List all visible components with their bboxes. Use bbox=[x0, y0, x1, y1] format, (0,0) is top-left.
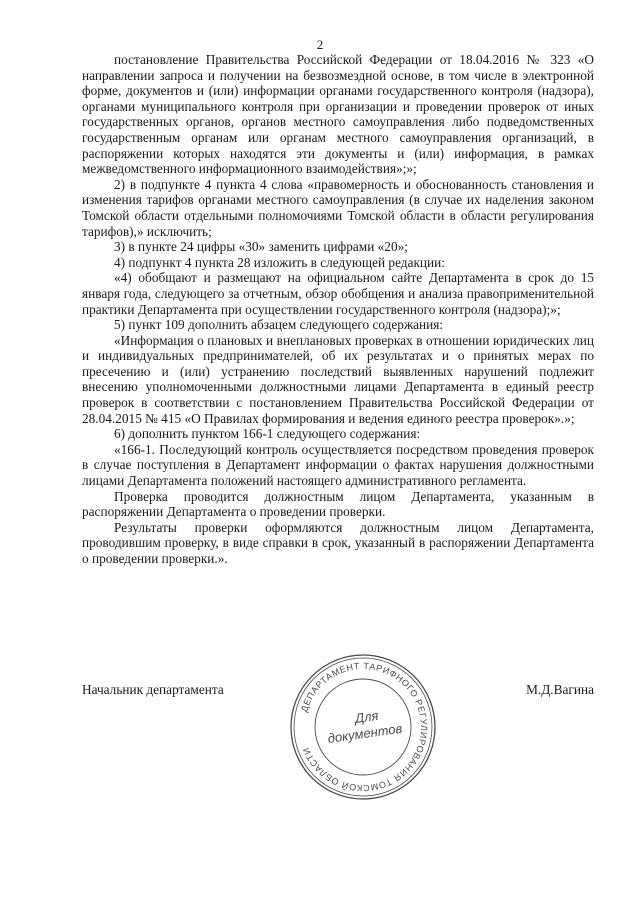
paragraph-4: 4) подпункт 4 пункта 28 изложить в следующей редакции: bbox=[114, 254, 445, 270]
paragraph-10: Проверка проводится должностным лицом Департамента, указанным в распоряжении Департамента о проведении проверки. bbox=[82, 488, 594, 520]
paragraph-8: 6) дополнить пунктом 166-1 следующего содержания: bbox=[114, 426, 421, 442]
paragraph-11: Результаты проверки оформляются должностным лицом Департамента, проводившим проверку, в виде справки в срок, указанный в распоряжении Департамента о проведении проверки.». bbox=[82, 519, 594, 566]
official-stamp bbox=[288, 652, 438, 802]
stamp-center-line-2: документов bbox=[326, 720, 404, 746]
paragraph-7: «Информация о плановых и внеплановых проверках в отношении юридических лиц и индивидуальных предпринимателей, об их результатах и о принятых мерах по пресечению и (или) устранению последствий выявленных нарушений подлежит внесению уполномоченными должностными лицами Департамента в единый реестр проверок в соответствии с постановлением Правительства Российской Федерации от 28.04.2015 № 415 «О Правилах формирования и ведения единого реестра проверок».»; bbox=[82, 332, 594, 426]
paragraph-3: 3) в пункте 24 цифры «30» заменить цифрами «20»; bbox=[114, 239, 408, 255]
paragraph-2: 2) в подпункте 4 пункта 4 слова «правомерность и обоснованность становления и изменения тарифов органами местного самоуправления (в случае их наделения законом Томской области отдельными полномочиями Томской области в области регулирования тарифов),» исключить; bbox=[82, 176, 594, 239]
paragraph-6: 5) пункт 109 дополнить абзацем следующего содержания: bbox=[114, 317, 444, 333]
paragraph-1: постановление Правительства Российской Федерации от 18.04.2016 № 323 «О направлении запроса и получении на безвозмездной основе, в том числе в электронной форме, документов и (или) информации органами государственного контроля (надзора), органами муниципального контроля при организации и проведении проверок от иных государственных органов, органов местного самоуправления либо подведомственных государственным органам или органам местного самоуправления организаций, в распоряжении которых находятся эти документы и (или) информация, в рамках межведомственного информационного взаимодействия»;»; bbox=[82, 52, 594, 177]
paragraph-5: «4) обобщают и размещают на официальном сайте Департамента в срок до 15 января года, следующего за отчетным, обзор обобщения и анализа правоприменительной практики Департамента при осуществлении государственного контроля (надзора);»; bbox=[82, 270, 594, 317]
signatory-name: М.Д.Вагина bbox=[526, 682, 594, 697]
paragraph-9: «166-1. Последующий контроль осуществляется посредством проведения проверок в случае поступления в Департамент информации о фактах нарушения должностными лицами Департамента положений настоящего административного регламента. bbox=[82, 441, 594, 489]
document-body bbox=[82, 52, 594, 567]
stamp-ring-text: ДЕПАРТАМЕНТ ТАРИФНОГО РЕГУЛИРОВАНИЯ ТОМСКОЙ ОБЛАСТИ bbox=[299, 660, 430, 794]
page-number: 2 bbox=[316, 37, 324, 52]
stamp-center-line-1: Для bbox=[353, 707, 380, 726]
signatory-title: Начальник департамента bbox=[82, 682, 224, 697]
